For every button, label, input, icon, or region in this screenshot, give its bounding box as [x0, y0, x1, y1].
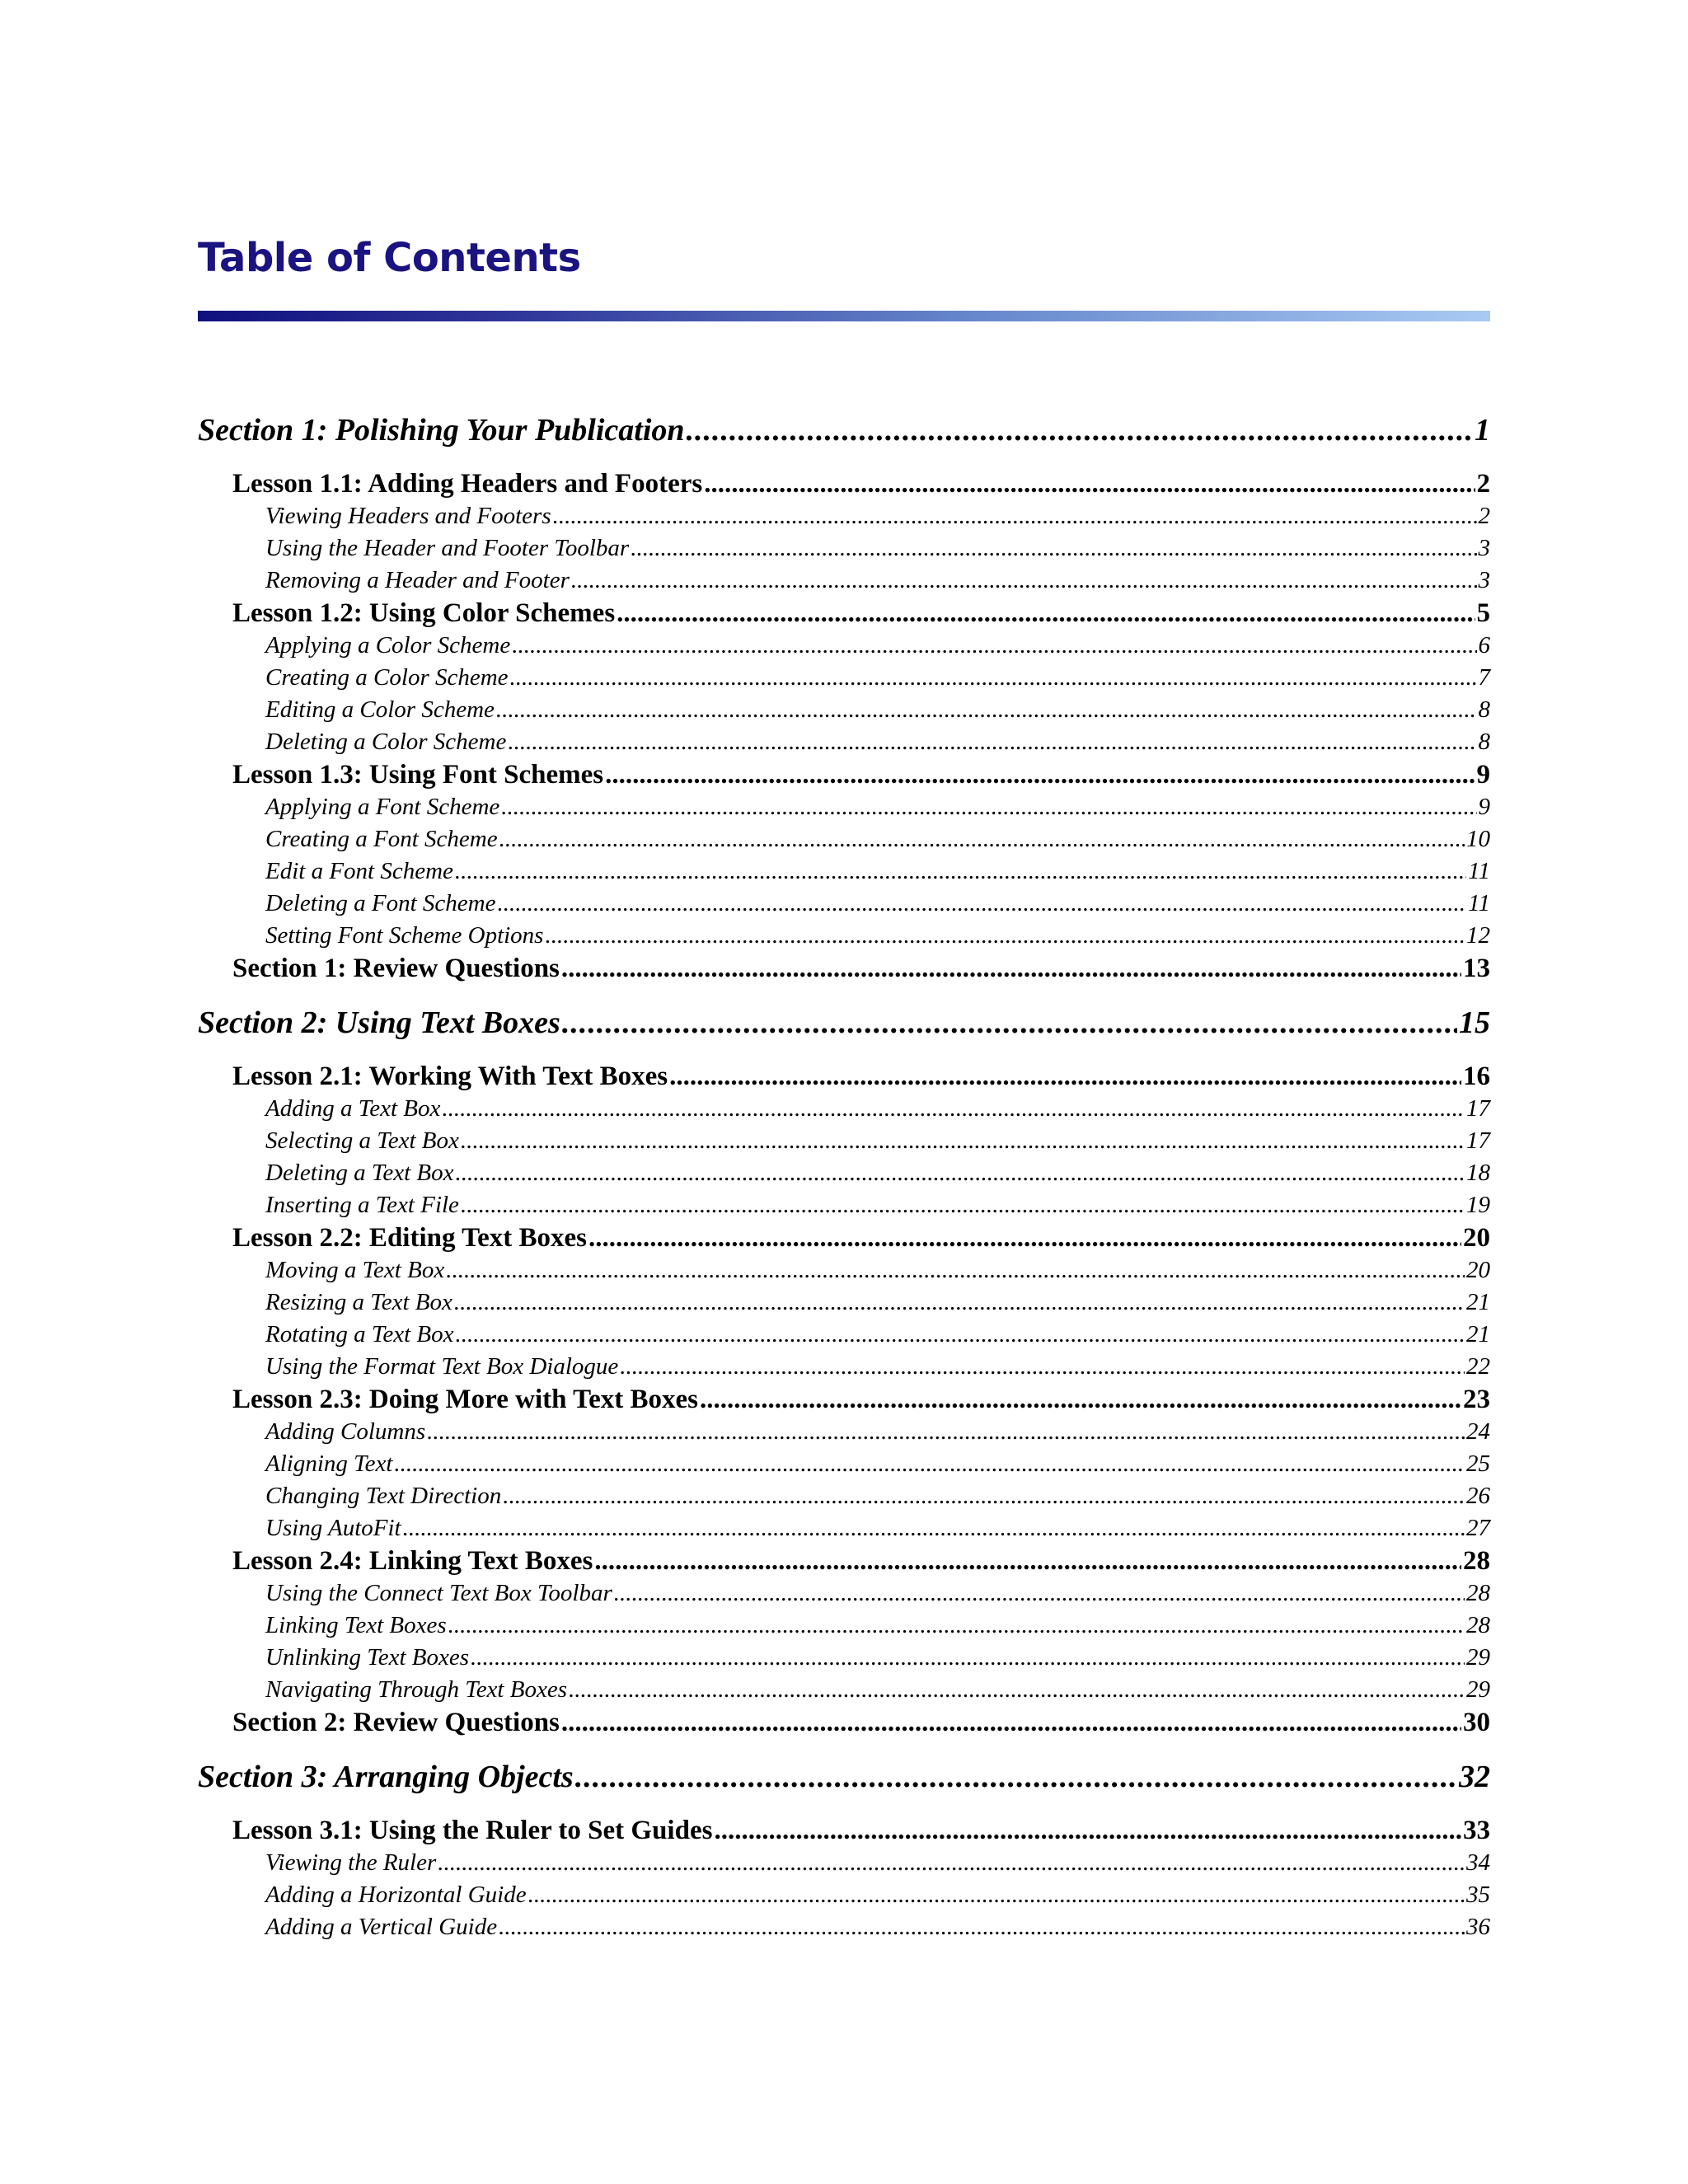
toc-entry-page-number: 27: [1466, 1515, 1490, 1541]
dot-leader: [571, 565, 1477, 597]
toc-entry-page-number: 15: [1459, 1005, 1490, 1040]
toc-entry-sub[interactable]: [198, 1416, 1490, 1448]
toc-entry-label: Adding a Vertical Guide: [265, 1914, 498, 1940]
toc-entry-page-number: 26: [1466, 1483, 1490, 1509]
toc-entry-sub[interactable]: [198, 1351, 1490, 1383]
dot-leader: [471, 1642, 1465, 1674]
toc-entry-label: Section 2: Review Questions: [232, 1708, 560, 1737]
toc-entry-page-number: 33: [1463, 1816, 1490, 1845]
toc-entry-sub[interactable]: [198, 565, 1490, 597]
toc-entry-page-number: 20: [1463, 1223, 1490, 1253]
toc-entry-label: Lesson 3.1: Using the Ruler to Set Guides: [232, 1816, 713, 1845]
toc-entry-label: Section 1: Polishing Your Publication: [198, 413, 685, 448]
dot-leader: [620, 1351, 1465, 1383]
dot-leader: [427, 1416, 1465, 1448]
toc-entry-label: Rotating a Text Box: [265, 1321, 454, 1347]
dot-leader: [454, 1286, 1465, 1319]
dot-leader: [461, 1125, 1465, 1157]
dot-leader: [438, 1847, 1465, 1879]
dot-leader: [512, 630, 1476, 662]
toc-entry-sub[interactable]: [198, 1093, 1490, 1125]
toc-entry-lesson[interactable]: [198, 758, 1490, 791]
toc-entry-page-number: 29: [1466, 1644, 1490, 1671]
toc-entry-sub[interactable]: [198, 823, 1490, 855]
toc-entry-label: Lesson 2.4: Linking Text Boxes: [232, 1546, 593, 1576]
dot-leader: [403, 1512, 1465, 1544]
toc-entry-label: Creating a Color Scheme: [265, 664, 509, 691]
toc-entry-label: Inserting a Text File: [265, 1192, 459, 1218]
toc-entry-sub[interactable]: [198, 1125, 1490, 1157]
toc-entry-label: Applying a Color Scheme: [265, 632, 511, 658]
dot-leader: [497, 888, 1466, 920]
toc-entry-sub[interactable]: [198, 1480, 1490, 1512]
toc-entry-label: Lesson 2.2: Editing Text Boxes: [232, 1223, 587, 1253]
toc-entry-page-number: 2: [1478, 503, 1490, 529]
toc-entry-sub[interactable]: [198, 791, 1490, 823]
toc-entry-sub[interactable]: [198, 630, 1490, 662]
toc-entry-sub[interactable]: [198, 662, 1490, 694]
dot-leader: [455, 1157, 1465, 1189]
toc-entry-page-number: 24: [1466, 1418, 1490, 1445]
toc-entry-sub[interactable]: [198, 726, 1490, 758]
dot-leader: [617, 597, 1475, 630]
toc-entry-label: Section 3: Arranging Objects: [198, 1760, 574, 1794]
toc-entry-label: Unlinking Text Boxes: [265, 1644, 469, 1671]
toc-entry-page-number: 18: [1466, 1160, 1490, 1186]
toc-entry-sub[interactable]: [198, 855, 1490, 888]
dot-leader: [561, 1706, 1461, 1739]
toc-entry-label: Adding a Text Box: [265, 1095, 441, 1122]
dot-leader: [499, 823, 1465, 855]
toc-entry-label: Using the Format Text Box Dialogue: [265, 1353, 619, 1380]
toc-entry-page-number: 9: [1478, 794, 1490, 820]
toc-entry-page-number: 28: [1463, 1546, 1490, 1576]
section-spacer: [198, 457, 1490, 467]
toc-entry-page-number: 35: [1466, 1882, 1490, 1908]
toc-entry-label: Lesson 1.3: Using Font Schemes: [232, 760, 604, 790]
dot-leader: [562, 996, 1457, 1049]
toc-entry-page-number: 9: [1476, 760, 1490, 790]
toc-entry-label: Viewing Headers and Footers: [265, 503, 551, 529]
toc-entry-label: Removing a Header and Footer: [265, 567, 570, 593]
toc-entry-label: Changing Text Direction: [265, 1483, 502, 1509]
toc-entry-sub[interactable]: [198, 920, 1490, 952]
toc-entry-label: Editing a Color Scheme: [265, 696, 495, 723]
toc-entry-sub[interactable]: [198, 1448, 1490, 1480]
toc-entry-page-number: 3: [1478, 535, 1490, 561]
dot-leader: [496, 694, 1477, 726]
toc-entry-label: Navigating Through Text Boxes: [265, 1676, 567, 1703]
dot-leader: [446, 1254, 1465, 1286]
toc-entry-label: Resizing a Text Box: [265, 1289, 452, 1315]
toc-entry-lesson[interactable]: [198, 1814, 1490, 1847]
dot-leader: [594, 1544, 1461, 1577]
toc-entry-section[interactable]: [198, 996, 1490, 1049]
toc-entry-lesson[interactable]: [198, 1383, 1490, 1416]
toc-entry-page-number: 36: [1466, 1914, 1490, 1940]
toc-entry-sub[interactable]: [198, 1879, 1490, 1911]
toc-entry-label: Edit a Font Scheme: [265, 858, 453, 884]
toc-entry-label: Creating a Font Scheme: [265, 826, 498, 852]
toc-entry-lesson[interactable]: [198, 1706, 1490, 1739]
toc-entry-sub[interactable]: [198, 1157, 1490, 1189]
toc-entry-page-number: 28: [1466, 1580, 1490, 1606]
dot-leader: [545, 920, 1465, 952]
dot-leader: [631, 532, 1476, 565]
toc-entry-label: Moving a Text Box: [265, 1257, 445, 1283]
toc-entry-label: Viewing the Ruler: [265, 1849, 437, 1876]
toc-entry-page-number: 10: [1466, 826, 1490, 852]
toc-entry-page-number: 7: [1478, 664, 1490, 691]
toc-entry-page-number: 21: [1466, 1289, 1490, 1315]
toc-entry-page-number: 21: [1466, 1321, 1490, 1347]
dot-leader: [461, 1189, 1465, 1221]
toc-entry-sub[interactable]: [198, 1911, 1490, 1943]
dot-leader: [614, 1577, 1465, 1610]
toc-entry-page-number: 13: [1463, 954, 1490, 983]
toc-entry-page-number: 32: [1459, 1760, 1490, 1794]
toc-entry-sub[interactable]: [198, 1254, 1490, 1286]
toc-entry-label: Lesson 2.1: Working With Text Boxes: [232, 1062, 668, 1091]
dot-leader: [455, 855, 1466, 888]
toc-entry-sub[interactable]: [198, 500, 1490, 532]
toc-entry-sub[interactable]: [198, 1847, 1490, 1879]
toc-entry-page-number: 22: [1466, 1353, 1490, 1380]
toc-list: [198, 404, 1490, 1943]
toc-entry-page-number: 20: [1466, 1257, 1490, 1283]
toc-entry-sub[interactable]: [198, 1674, 1490, 1706]
dot-leader: [588, 1221, 1461, 1254]
dot-leader: [510, 662, 1477, 694]
toc-entry-page-number: 2: [1476, 469, 1490, 499]
toc-entry-lesson[interactable]: [198, 597, 1490, 630]
dot-leader: [704, 467, 1475, 500]
toc-entry-sub[interactable]: [198, 694, 1490, 726]
toc-entry-page-number: 8: [1478, 696, 1490, 723]
toc-entry-label: Lesson 2.3: Doing More with Text Boxes: [232, 1385, 698, 1414]
dot-leader: [569, 1674, 1465, 1706]
dot-leader: [501, 791, 1476, 823]
toc-entry-sub[interactable]: [198, 1642, 1490, 1674]
dot-leader: [605, 758, 1475, 791]
dot-leader: [669, 1060, 1461, 1093]
toc-entry-label: Section 1: Review Questions: [232, 954, 560, 983]
toc-entry-label: Applying a Font Scheme: [265, 794, 500, 820]
toc-entry-label: Deleting a Text Box: [265, 1160, 454, 1186]
dot-leader: [442, 1093, 1465, 1125]
toc-entry-label: Deleting a Color Scheme: [265, 729, 507, 755]
toc-entry-page-number: 1: [1475, 413, 1490, 448]
toc-entry-label: Section 2: Using Text Boxes: [198, 1005, 560, 1040]
toc-entry-page-number: 28: [1466, 1612, 1490, 1638]
toc-entry-page-number: 8: [1478, 729, 1490, 755]
toc-entry-page-number: 11: [1468, 858, 1490, 884]
toc-entry-label: Using AutoFit: [265, 1515, 401, 1541]
toc-entry-lesson[interactable]: [198, 1221, 1490, 1254]
dot-leader: [687, 404, 1473, 457]
toc-entry-sub[interactable]: [198, 1319, 1490, 1351]
toc-entry-section[interactable]: [198, 404, 1490, 457]
toc-entry-sub[interactable]: [198, 1512, 1490, 1544]
toc-entry-label: Lesson 1.1: Adding Headers and Footers: [232, 469, 703, 499]
toc-entry-label: Adding a Horizontal Guide: [265, 1882, 527, 1908]
toc-entry-page-number: 17: [1466, 1127, 1490, 1154]
toc-entry-sub[interactable]: [198, 1189, 1490, 1221]
toc-entry-label: Aligning Text: [265, 1451, 393, 1477]
toc-entry-page-number: 11: [1468, 890, 1490, 916]
dot-leader: [456, 1319, 1465, 1351]
toc-entry-page-number: 29: [1466, 1676, 1490, 1703]
dot-leader: [448, 1610, 1465, 1642]
dot-leader: [714, 1814, 1461, 1847]
toc-entry-label: Linking Text Boxes: [265, 1612, 447, 1638]
toc-entry-page-number: 23: [1463, 1385, 1490, 1414]
toc-entry-page-number: 16: [1463, 1062, 1490, 1091]
toc-entry-lesson[interactable]: [198, 952, 1490, 985]
dot-leader: [499, 1911, 1465, 1943]
toc-entry-lesson[interactable]: [198, 1060, 1490, 1093]
page-title: Table of Contents: [198, 235, 581, 281]
toc-entry-label: Deleting a Font Scheme: [265, 890, 496, 916]
toc-entry-label: Setting Font Scheme Options: [265, 922, 544, 949]
dot-leader: [394, 1448, 1465, 1480]
toc-entry-page-number: 25: [1466, 1451, 1490, 1477]
section-spacer: [198, 1049, 1490, 1060]
toc-entry-lesson[interactable]: [198, 1544, 1490, 1577]
toc-entry-lesson[interactable]: [198, 467, 1490, 500]
toc-entry-label: Selecting a Text Box: [265, 1127, 459, 1154]
title-underline-rule: [198, 311, 1490, 321]
toc-entry-page-number: 6: [1478, 632, 1490, 658]
section-spacer: [198, 1803, 1490, 1814]
toc-entry-sub[interactable]: [198, 888, 1490, 920]
dot-leader: [503, 1480, 1465, 1512]
dot-leader: [508, 726, 1476, 758]
toc-entry-page-number: 17: [1466, 1095, 1490, 1122]
dot-leader: [553, 500, 1477, 532]
toc-entry-sub[interactable]: [198, 1610, 1490, 1642]
dot-leader: [528, 1879, 1465, 1911]
toc-entry-page-number: 12: [1466, 922, 1490, 949]
dot-leader: [700, 1383, 1461, 1416]
toc-entry-label: Adding Columns: [265, 1418, 426, 1445]
toc-entry-label: Lesson 1.2: Using Color Schemes: [232, 598, 616, 628]
toc-entry-page-number: 19: [1466, 1192, 1490, 1218]
toc-entry-label: Using the Header and Footer Toolbar: [265, 535, 630, 561]
toc-entry-label: Using the Connect Text Box Toolbar: [265, 1580, 612, 1606]
toc-entry-sub[interactable]: [198, 1577, 1490, 1610]
toc-entry-page-number: 3: [1478, 567, 1490, 593]
toc-entry-page-number: 34: [1466, 1849, 1490, 1876]
dot-leader: [561, 952, 1461, 985]
dot-leader: [575, 1750, 1457, 1803]
toc-entry-page-number: 30: [1463, 1708, 1490, 1737]
toc-entry-sub[interactable]: [198, 532, 1490, 565]
toc-entry-page-number: 5: [1476, 598, 1490, 628]
toc-entry-section[interactable]: [198, 1750, 1490, 1803]
toc-entry-sub[interactable]: [198, 1286, 1490, 1319]
